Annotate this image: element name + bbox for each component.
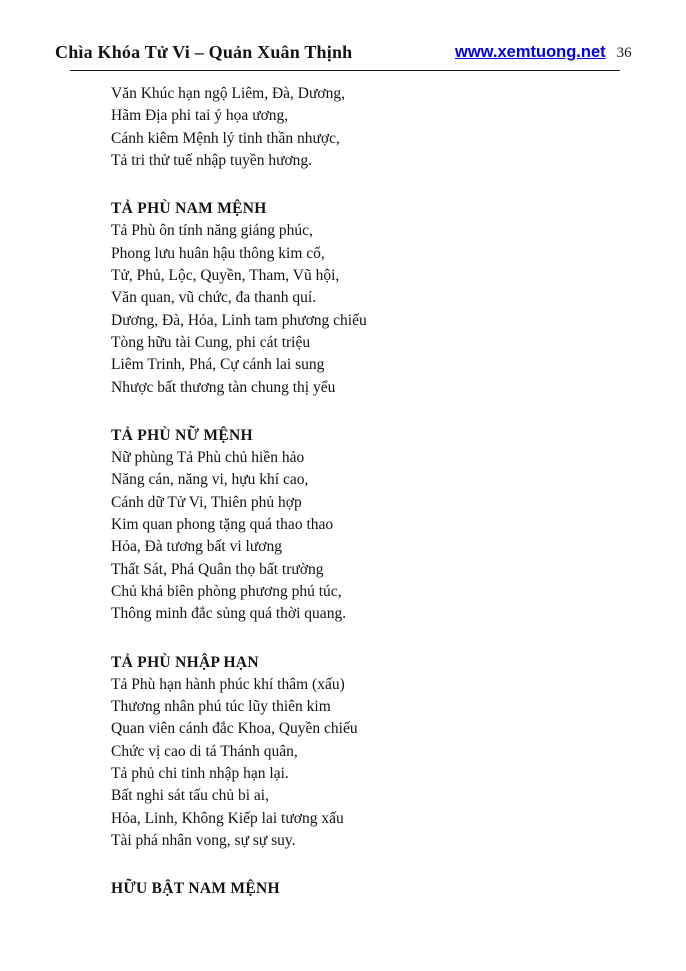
poem-line: Phong lưu huân hậu thông kim cổ, <box>111 244 325 262</box>
poem-section <box>111 652 651 853</box>
poem-line: Thương nhân phú túc lũy thiên kim <box>111 698 331 716</box>
poem-line: Tả tri thử tuế nhập tuyền hương. <box>111 151 313 169</box>
poem-line: Văn quan, vũ chức, đa thanh quí. <box>111 289 317 307</box>
poem-line: Quan viên cánh đắc Khoa, Quyền chiếu <box>111 720 358 738</box>
poem-line: Tòng hữu tài Cung, phi cát triệu <box>111 333 311 351</box>
poem-line: Thông minh đắc sủng quá thời quang. <box>111 605 347 623</box>
section-heading: TẢ PHÙ NHẬP HẠN <box>111 653 259 671</box>
website-link[interactable]: www.xemtuong.net <box>455 43 606 61</box>
poem-line: Tả phủ chi tinh nhập hạn lại. <box>111 765 289 783</box>
poem-line: Tả Phù hạn hành phúc khí thâm (xấu) <box>111 675 345 693</box>
poem-section <box>111 878 651 900</box>
section-heading: TẢ PHÙ NAM MỆNH <box>111 200 267 218</box>
poem-section <box>111 83 651 172</box>
poem-line: Chức vị cao di tá Thánh quân, <box>111 742 298 760</box>
poem-line: Hỏa, Đà tương bất vi lương <box>111 538 282 556</box>
header-divider <box>70 70 620 71</box>
section-heading: TẢ PHÙ NỮ MỆNH <box>111 426 253 444</box>
poem-line: Cánh kiêm Mệnh lý tinh thần nhược, <box>111 129 340 147</box>
poem-line: Hỏa, Linh, Không Kiếp lai tương xấu <box>111 809 344 827</box>
poem-line: Tử, Phủ, Lộc, Quyền, Tham, Vũ hội, <box>111 267 340 285</box>
section-heading: HỮU BẬT NAM MỆNH <box>111 880 280 898</box>
poem-line: Văn Khúc hạn ngộ Liêm, Đà, Dương, <box>111 85 345 102</box>
poem-section <box>111 425 651 626</box>
poem-line: Nhược bất thương tàn chung thị yểu <box>111 378 336 396</box>
poem-line: Cánh dữ Tử Vi, Thiên phủ hợp <box>111 493 302 511</box>
poem-line: Năng cán, năng vi, hựu khí cao, <box>111 471 309 489</box>
poem-section <box>111 198 651 399</box>
poem-line: Kim quan phong tặng quá thao thao <box>111 516 334 534</box>
poem-line: Tả Phù ôn tính năng giáng phúc, <box>111 222 313 240</box>
poem-line: Chủ khả biên phòng phương phú túc, <box>111 582 342 600</box>
poem-line: Hãm Địa phi tai ý họa ương, <box>111 107 289 125</box>
page-body <box>111 83 651 901</box>
poem-line: Liêm Trinh, Phá, Cự cánh lai sung <box>111 356 325 374</box>
poem-line: Thất Sát, Phá Quân thọ bất trường <box>111 560 324 578</box>
poem-line: Tài phá nhân vong, sự sự suy. <box>111 831 296 849</box>
book-title: Chìa Khóa Tử Vi – Quản Xuân Thịnh <box>55 42 353 62</box>
header-right <box>455 43 632 62</box>
poem-line: Nữ phùng Tả Phù chủ hiền hảo <box>111 449 305 467</box>
poem-line: Dương, Đà, Hỏa, Linh tam phương chiếu <box>111 311 367 329</box>
poem-line: Bất nghi sát tấu chủ bi ai, <box>111 787 269 805</box>
page-number: 36 <box>616 45 632 61</box>
